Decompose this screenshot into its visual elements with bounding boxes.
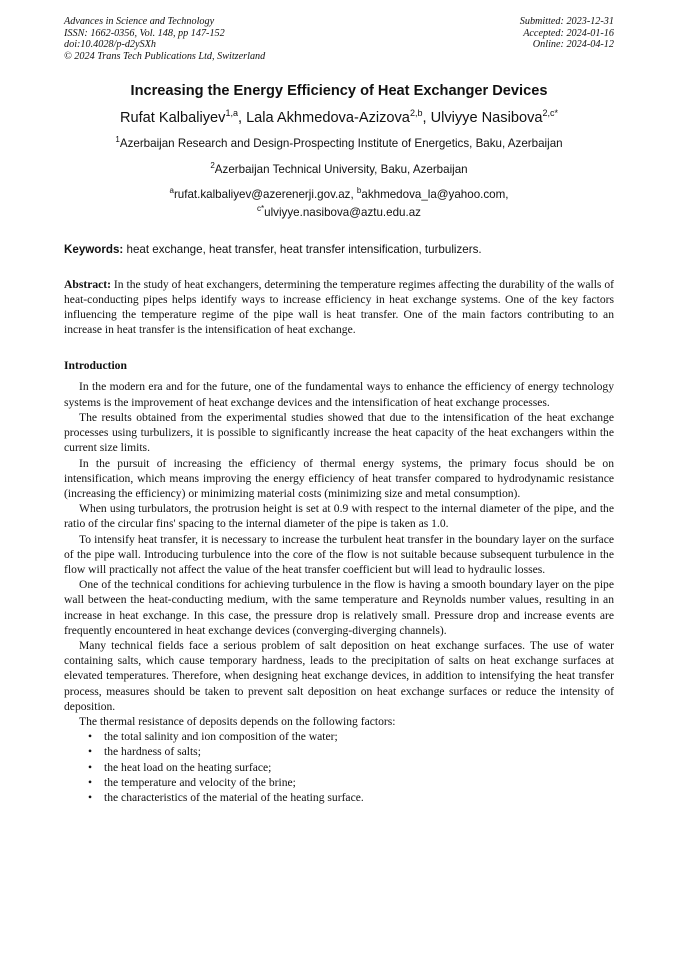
email-link[interactable]: rufat.kalbaliyev@azerenerji.gov.az, xyxy=(173,187,357,201)
keywords-label: Keywords: xyxy=(64,242,124,256)
body-paragraph: One of the technical conditions for achieving turbulence in the flow is having a smooth boundary layer on the pipe wall between the heat-conducting medium, with the same temperature and Reynolds number values, resulting in an increase in heat exchange. In this case, the pressure drop is relatively small. Pressure drop and increase events are frequently encountered in heat exchange devices (converging-diverging channels). xyxy=(64,578,614,637)
keywords-text: heat exchange, heat transfer, heat transfer intensification, turbulizers. xyxy=(123,242,482,256)
email-link[interactable]: akhmedova_la@yahoo.com, xyxy=(361,187,509,201)
affiliation-text: Azerbaijan Technical University, Baku, Azerbaijan xyxy=(214,162,468,176)
body-paragraph: In the pursuit of increasing the efficiency of thermal energy systems, the primary focus should be on intensification, which means improving the energy efficiency of heat transfer compared to hydrodynamic resistance (increasing the efficiency) or minimizing material costs (minimizing size and metal consumption). xyxy=(64,456,614,500)
list-item xyxy=(88,760,614,775)
bullet-icon: • xyxy=(88,775,93,789)
list-item xyxy=(88,729,614,744)
email-line-1 xyxy=(64,184,614,202)
list-item xyxy=(88,775,614,790)
abstract-label: Abstract: xyxy=(64,277,112,291)
bullet-icon: • xyxy=(88,745,93,759)
paper-title: Increasing the Energy Efficiency of Heat Exchanger Devices xyxy=(130,83,548,100)
list-item-text: the heat load on the heating surface; xyxy=(104,760,272,774)
author-name: Lala Akhmedova-Azizova xyxy=(246,110,410,127)
author-name: Rufat Kalbaliyev xyxy=(119,110,226,127)
submitted-date: Submitted: 2023-12-31 xyxy=(519,16,614,27)
email-line-2 xyxy=(64,202,614,220)
factor-list xyxy=(64,729,614,805)
author-affiliation-marker: 1,a xyxy=(225,108,238,119)
affiliation-1 xyxy=(64,132,614,151)
author-emails xyxy=(64,184,614,220)
affiliation-marker: 2 xyxy=(210,161,215,171)
online-date: Online: 2024-04-12 xyxy=(532,39,614,51)
author-affiliation-marker: 2,b xyxy=(409,108,423,119)
list-item xyxy=(88,744,614,759)
email-marker: c* xyxy=(257,203,265,213)
introduction-heading: Introduction xyxy=(64,359,127,373)
body-paragraph: The thermal resistance of deposits depends on the following factors: xyxy=(79,714,396,728)
journal-name: Advances in Science and Technology xyxy=(64,16,215,27)
list-item-text: the total salinity and ion composition of the water; xyxy=(104,730,338,744)
keywords xyxy=(64,242,614,257)
journal-header xyxy=(64,16,614,62)
author-affiliation-marker: 2,c* xyxy=(542,108,559,119)
list-item xyxy=(88,790,614,805)
list-item-text: the temperature and velocity of the brine; xyxy=(104,775,296,789)
body-paragraph: To intensify heat transfer, it is necessary to increase the turbulent heat transfer in the boundary layer on the surface of the pipe wall. Introducing turbulence into the core of the flow is not suitable because subsequent turbulence in the flow will practically not affect the value of the heat transfer coefficient but will lead to hydraulic losses. xyxy=(64,532,614,576)
body-paragraph: Many technical fields face a serious problem of salt deposition on heat exchange surfaces. The use of water containing salts, which cause temporary hardness, leads to the precipitation of salts on heat exchange surfaces at elevated temperatures. Therefore, when designing heat exchange devices, in addition to intensifying the heat transfer process, measures should be taken to prevent salt deposition on heat exchange surfaces or reduce the intensity of deposition. xyxy=(64,638,614,713)
body-paragraph: In the modern era and for the future, one of the fundamental ways to enhance the efficiency of energy technology systems is the improvement of heat exchange devices and the intensification of heat exchange processes. xyxy=(64,380,614,409)
email-link[interactable]: ulviyye.nasibova@aztu.edu.az xyxy=(264,205,421,219)
body-paragraph: When using turbulators, the protrusion height is set at 0.9 with respect to the internal diameter of the pipe, and the ratio of the circular fins' spacing to the internal diameter of the pipe is taken as 1.0. xyxy=(64,502,614,531)
journal-issn: ISSN: 1662-0356, Vol. 148, pp 147-152 xyxy=(64,27,225,39)
bullet-icon: • xyxy=(88,760,93,774)
introduction-body xyxy=(64,379,614,805)
publication-dates xyxy=(520,16,614,62)
author-separator: , xyxy=(422,110,431,127)
author-separator: , xyxy=(237,110,247,127)
journal-doi: doi:10.4028/p-d2ySXh xyxy=(64,39,156,51)
list-item-text: the hardness of salts; xyxy=(104,745,201,759)
email-marker: a xyxy=(169,185,174,195)
affiliation-text: Azerbaijan Research and Design-Prospecting Institute of Energetics, Baku, Azerbaijan xyxy=(119,137,563,151)
affiliation-2 xyxy=(64,158,614,177)
accepted-date: Accepted: 2024-01-16 xyxy=(523,27,614,39)
journal-info xyxy=(64,16,265,62)
list-item-text: the characteristics of the material of the heating surface. xyxy=(104,790,364,804)
bullet-icon: • xyxy=(88,730,93,744)
affiliation-marker: 1 xyxy=(115,135,120,145)
author-list xyxy=(64,104,614,127)
bullet-icon: • xyxy=(88,790,93,804)
body-paragraph: The results obtained from the experimental studies showed that due to the intensification of the heat exchange processes using turbulizers, it is possible to significantly increase the heat capacity of the heat exchangers within the current size limits. xyxy=(64,410,614,455)
journal-copyright: © 2024 Trans Tech Publications Ltd, Switzerland xyxy=(64,50,266,62)
email-marker: b xyxy=(356,185,362,195)
abstract-text: In the study of heat exchangers, determining the temperature regimes affecting the durability of the walls of heat-conducting pipes helps identify ways to increase efficiency in heat exchange systems. One of the key factors influencing the temperature regime of the pipe wall is heat transfer. One of the main factors contributing to an increase in heat transfer is the intensification of heat exchange. xyxy=(64,277,614,337)
author-name: Ulviyye Nasibova xyxy=(430,110,543,127)
abstract xyxy=(64,277,614,338)
